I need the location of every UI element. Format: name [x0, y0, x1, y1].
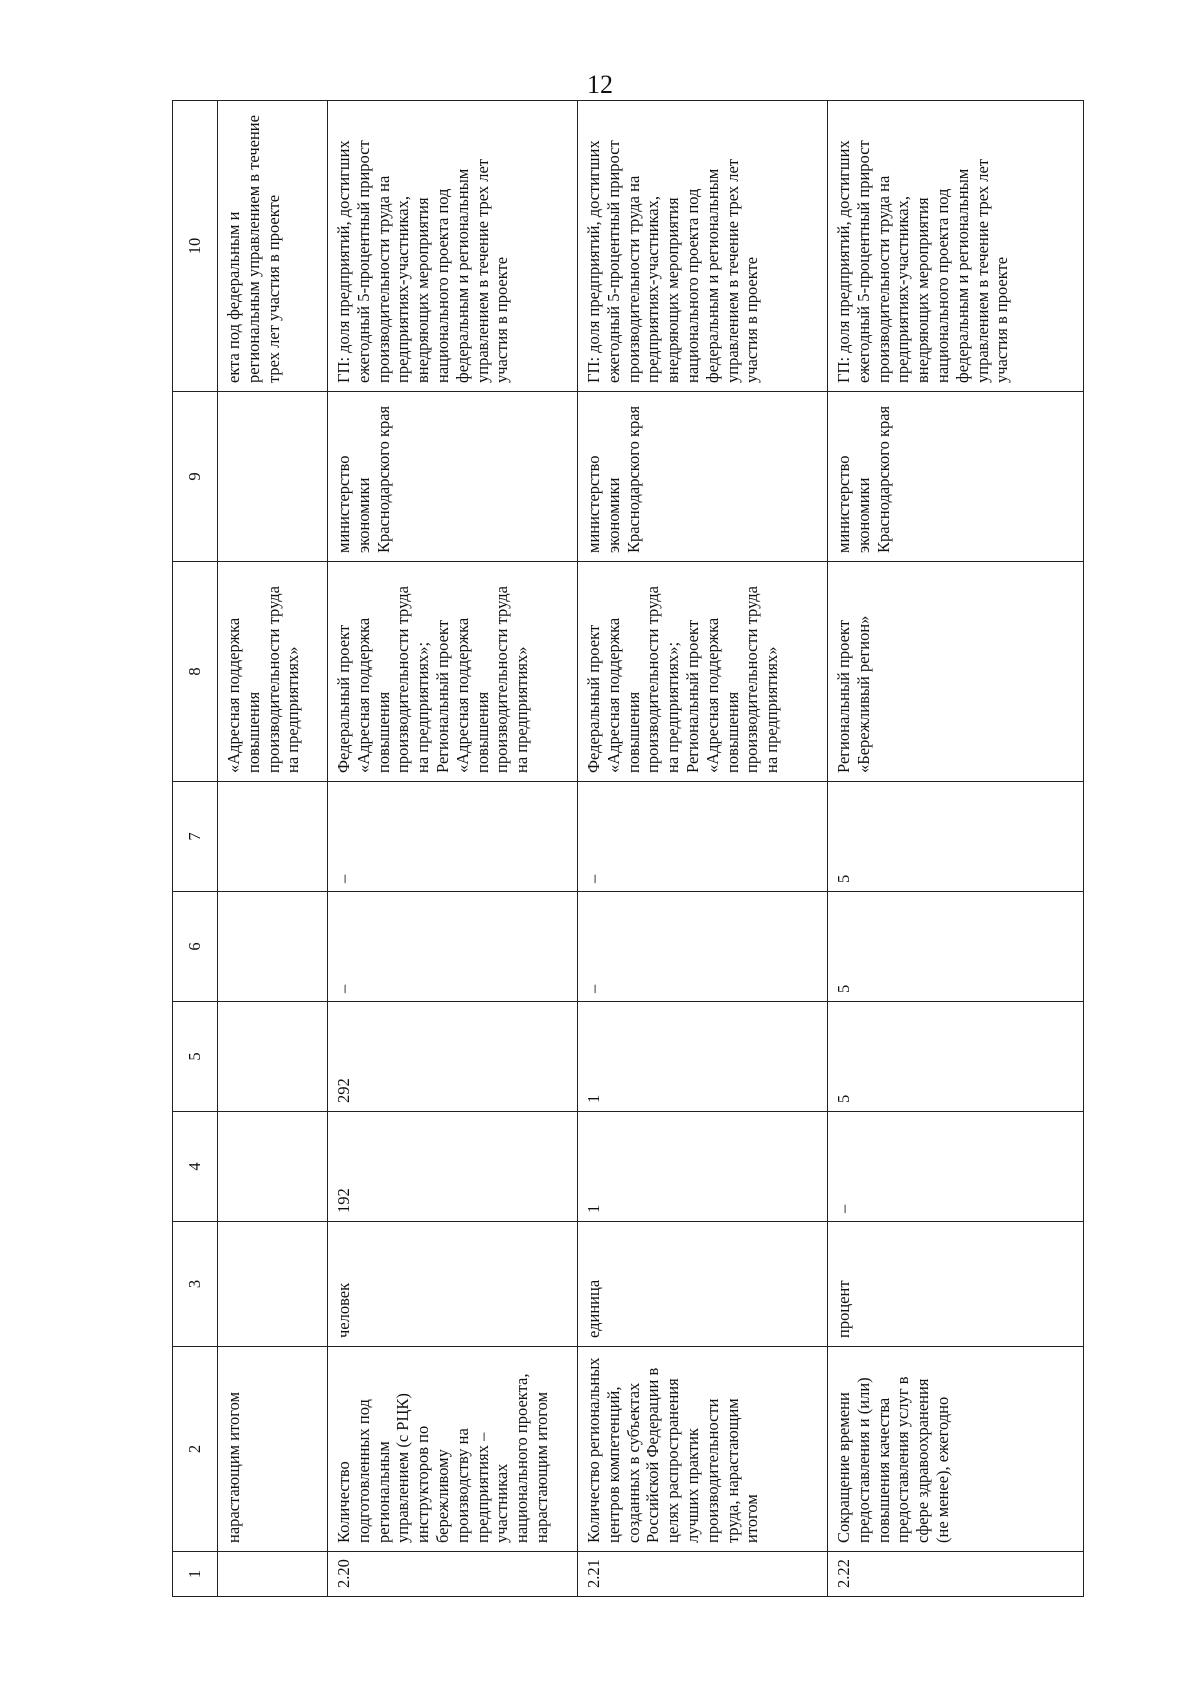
cell-number: 2.20: [328, 1552, 578, 1597]
cell-col-4: 1: [578, 1112, 828, 1222]
cell-col-7: –: [328, 782, 578, 892]
header-row: [173, 101, 218, 1597]
cell-unit: процент: [828, 1222, 1084, 1347]
cell-responsible: министерство экономики Краснодарского края: [828, 392, 1084, 562]
cell-col-5: [218, 1002, 328, 1112]
cell-col-7: [218, 782, 328, 892]
table-row: [578, 101, 828, 1597]
cell-project: Федеральный проект «Адресная поддержка повышения производительности труда на предприятиях»; Региональный проект «Адресная поддержка повышения производительности труда на предприятиях»: [578, 562, 828, 782]
cell-number: 2.22: [828, 1552, 1084, 1597]
cell-unit: единица: [578, 1222, 828, 1347]
rotated-table-container: [172, 101, 1078, 1597]
indicators-table: [172, 100, 1084, 1597]
cell-unit: человек: [328, 1222, 578, 1347]
cell-goal: екта под федеральным и региональным управлением в течение трех лет участия в проекте: [218, 101, 328, 392]
header-col-6: 6: [173, 892, 218, 1002]
cell-project: Федеральный проект «Адресная поддержка повышения производительности труда на предприятиях»; Региональный проект «Адресная поддержка повышения производительности труда на предприятиях»: [328, 562, 578, 782]
header-col-1: 1: [173, 1552, 218, 1597]
cell-col-6: 5: [828, 892, 1084, 1002]
cell-col-7: –: [578, 782, 828, 892]
cell-col-7: 5: [828, 782, 1084, 892]
cell-project: Региональный проект «Бережливый регион»: [828, 562, 1084, 782]
table-row: [328, 101, 578, 1597]
cell-project: «Адресная поддержка повышения производительности труда на предприятиях»: [218, 562, 328, 782]
page-number: 12: [587, 70, 613, 99]
cell-col-4: 192: [328, 1112, 578, 1222]
cell-goal: ГП: доля предприятий, достигших ежегодный 5-процентный прирост производительности труда на предприятиях-участниках, внедряющих мероприятия национального проекта под федеральным и региональным управлением в течение трех лет участия в проекте: [828, 101, 1084, 392]
cell-col-6: [218, 892, 328, 1002]
header-col-4: 4: [173, 1112, 218, 1222]
header-col-8: 8: [173, 562, 218, 782]
cell-indicator-name: Количество подготовленных под региональным управлением (с РЦК) инструкторов по бережливому производству на предприятиях – участниках национального проекта, нарастающим итогом: [328, 1347, 578, 1552]
cell-responsible: министерство экономики Краснодарского края: [328, 392, 578, 562]
header-col-5: 5: [173, 1002, 218, 1112]
header-col-3: 3: [173, 1222, 218, 1347]
table-row: [828, 101, 1084, 1597]
cell-goal: ГП: доля предприятий, достигших ежегодный 5-процентный прирост производительности труда на предприятиях-участниках, внедряющих мероприятия национального проекта под федеральным и региональным управлением в течение трех лет участия в проекте: [328, 101, 578, 392]
cell-indicator-name: нарастающим итогом: [218, 1347, 328, 1552]
header-col-2: 2: [173, 1347, 218, 1552]
header-col-7: 7: [173, 782, 218, 892]
cell-col-4: –: [828, 1112, 1084, 1222]
cell-col-5: 5: [828, 1002, 1084, 1112]
header-col-10: 10: [173, 101, 218, 392]
cell-col-5: 1: [578, 1002, 828, 1112]
cell-col-4: [218, 1112, 328, 1222]
cell-indicator-name: Количество региональных центров компетенций, созданных в субъектах Российской Федерации в целях распространения лучших практик производительности труда, нарастающим итогом: [578, 1347, 828, 1552]
cell-col-6: –: [328, 892, 578, 1002]
cell-responsible: министерство экономики Краснодарского края: [578, 392, 828, 562]
cell-number: [218, 1552, 328, 1597]
cell-indicator-name: Сокращение времени предоставления и (или) повышения качества предоставления услуг в сфере здравоохранения (не менее), ежегодно: [828, 1347, 1084, 1552]
cell-unit: [218, 1222, 328, 1347]
cell-number: 2.21: [578, 1552, 828, 1597]
cell-col-5: 292: [328, 1002, 578, 1112]
table-row: [218, 101, 328, 1597]
header-col-9: 9: [173, 392, 218, 562]
cell-responsible: [218, 392, 328, 562]
cell-col-6: –: [578, 892, 828, 1002]
cell-goal: ГП: доля предприятий, достигших ежегодный 5-процентный прирост производительности труда на предприятиях-участниках, внедряющих мероприятия национального проекта под федеральным и региональным управлением в течение трех лет участия в проекте: [578, 101, 828, 392]
